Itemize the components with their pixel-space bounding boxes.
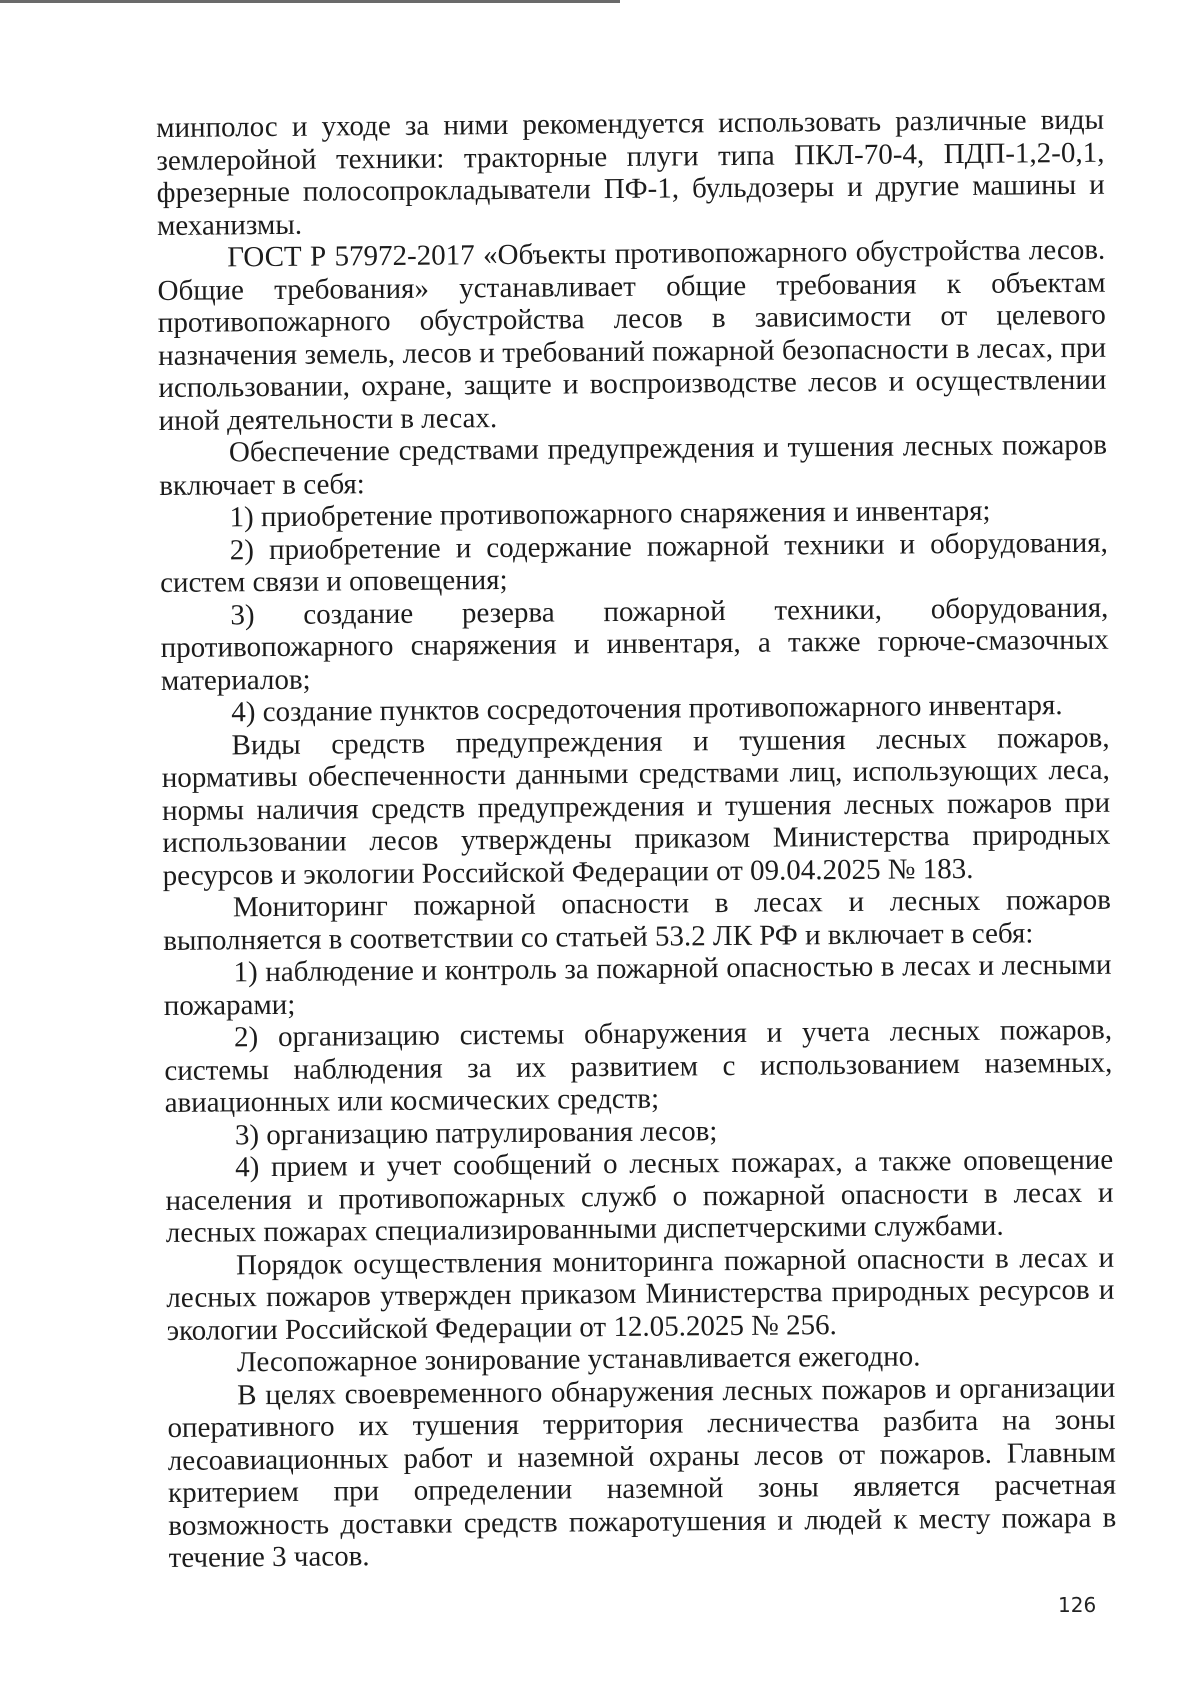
top-edge-rule <box>0 0 620 3</box>
paragraph-fire-zoning: Лесопожарное зонирование устанавливается ежегодно. <box>236 1340 921 1379</box>
list-item-monitoring-2: 2) организацию системы обнаружения и учета лесных пожаров, системы наблюдения за их развитием с использованием наземных, авиационных или космических средств; <box>164 1013 1113 1119</box>
list-item-provision-4: 4) создание пунктов сосредоточения противопожарного инвентаря. <box>231 689 1063 729</box>
list-item-provision-3: 3) создание резерва пожарной техники, оборудования, противопожарного снаряжения и инвентаря, а также горюче-смазочных материалов; <box>160 591 1109 697</box>
list-item-provision-2: 2) приобретение и содержание пожарной техники и оборудования, систем связи и оповещения; <box>159 526 1108 599</box>
paragraph-monitoring-order: Порядок осуществления мониторинга пожарной опасности в лесах и лесных пожаров утвержден приказом Министерства природных ресурсов и экологии Российской Федерации от 12.05.2025 № 256. <box>166 1241 1115 1347</box>
paragraph-monitoring-intro: Мониторинг пожарной опасности в лесах и лесных пожаров выполняется в соответствии со статьей 53.2 ЛК РФ и включает в себя: <box>163 883 1112 957</box>
list-item-provision-1: 1) приобретение противопожарного снаряжения и инвентаря; <box>229 494 991 534</box>
page-number: 126 <box>1058 1593 1097 1617</box>
paragraph-zones-division: В целях своевременного обнаружения лесных пожаров и организации оперативного их тушения территория лесничества разбита на зоны лесоавиационных работ и наземной охраны лесов от пожаров. Главным критерием при определении наземной зоны является расчетная возможность доставки средств пожаротушения и людей к месту пожара в течение 3 часов. <box>167 1371 1117 1574</box>
paragraph-earthmoving-equipment: минполос и уходе за ними рекомендуется использовать различные виды землеройной техники: тракторные плуги типа ПКЛ-70-4, ПДП-1,2-0,1, фрезерные полосопрокладыватели ПФ-1, бульдозеры и другие машины и механизмы. <box>156 103 1105 242</box>
paragraph-equipment-norms: Виды средств предупреждения и тушения лесных пожаров, нормативы обеспеченности данными средствами лиц, использующих леса, нормы наличия средств предупреждения и тушения лесных пожаров при использовании лесов утверждены приказом Министерства природных ресурсов и экологии Российской Федерации от 09.04.2025 № 183. <box>161 721 1111 892</box>
list-item-monitoring-4: 4) прием и учет сообщений о лесных пожарах, а также оповещение населения и противопожарных служб о пожарной опасности в лесах и лесных пожарах специализированными диспетчерскими службами. <box>165 1143 1114 1249</box>
paragraph-provision-intro: Обеспечение средствами предупреждения и тушения лесных пожаров включает в себя: <box>159 428 1108 502</box>
paragraph-gost-standard: ГОСТ Р 57972-2017 «Объекты противопожарного обустройства лесов. Общие требования» устанавливает общие требования к объектам противопожарного обустройства лесов в зависимости от целевого назначения земель, лесов и требований пожарной безопасности в лесах, при использовании, охране, защите и воспроизводстве лесов и осуществлении иной деятельности в лесах. <box>157 233 1107 437</box>
list-item-monitoring-3: 3) организацию патрулирования лесов; <box>234 1114 718 1151</box>
list-item-monitoring-1: 1) наблюдение и контроль за пожарной опасностью в лесах и лесными пожарами; <box>163 948 1112 1022</box>
document-body <box>156 104 1117 1575</box>
